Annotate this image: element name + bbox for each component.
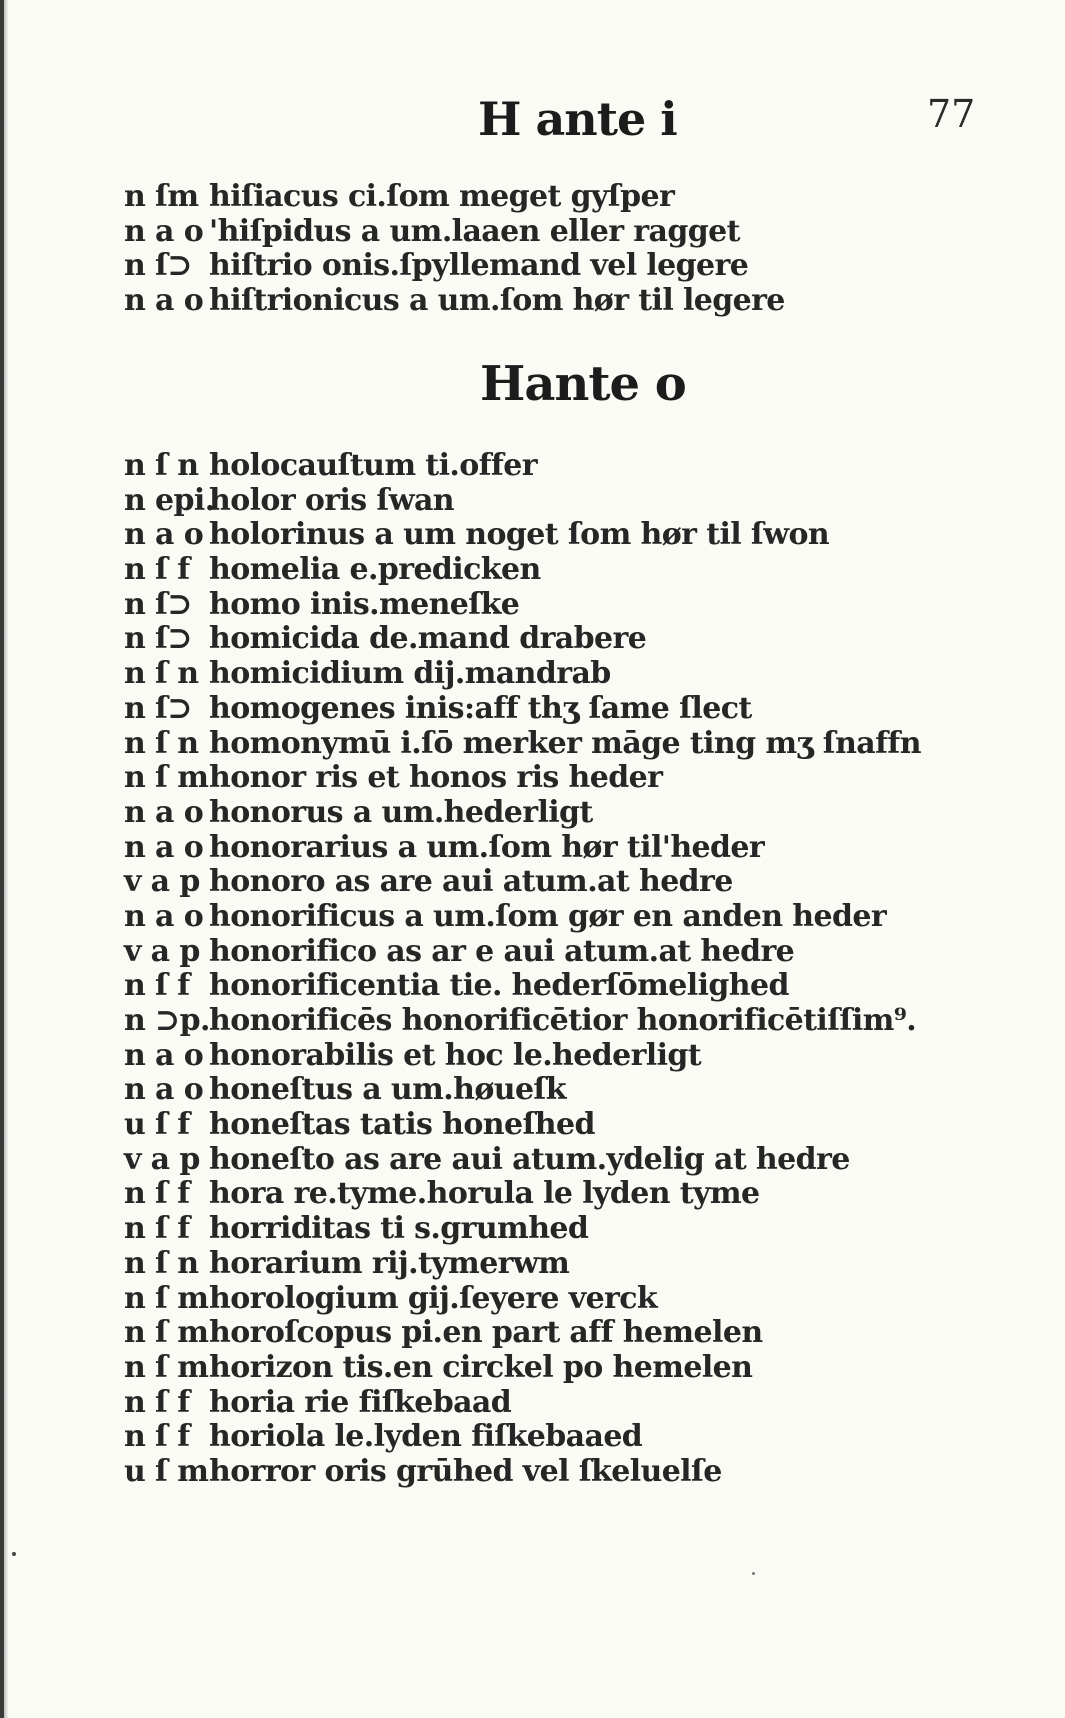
entry-text: horarium rij.tymerwm: [209, 1245, 570, 1281]
entry-text: honorifico as ar e aui atum.at hedre: [209, 933, 795, 969]
grammar-code: n a o: [124, 283, 204, 319]
dictionary-entry: [124, 1212, 964, 1247]
dictionary-entry: [124, 657, 964, 692]
entry-text: horriditas ti s.grumhed: [209, 1211, 589, 1247]
dictionary-entry: [124, 1420, 964, 1455]
grammar-code: n ſ m: [124, 1315, 209, 1351]
entry-text: honeſto as are aui atum.ydelig at hedre: [209, 1141, 850, 1177]
grammar-code: n ſ f: [124, 1384, 190, 1420]
page-number: 77: [927, 92, 976, 136]
entry-text: hora re.tyme.horula le lyden tyme: [209, 1176, 760, 1212]
dictionary-entry: [124, 865, 964, 900]
dictionary-entry: [124, 553, 964, 588]
entry-text: horror oris grūhed vel ſkeluelſe: [209, 1453, 722, 1489]
dictionary-entry: [124, 796, 964, 831]
entries-section-o: [124, 449, 964, 1490]
dictionary-entry: [124, 1282, 964, 1317]
entry-text: horiola le.lyden fiſkebaaed: [209, 1419, 643, 1455]
dictionary-entry: [124, 1004, 964, 1039]
grammar-code: n ſ n: [124, 656, 199, 692]
entry-text: homelia e.predicken: [209, 552, 541, 588]
section-heading: Hante o: [480, 356, 686, 412]
grammar-code: n a o: [124, 1037, 204, 1073]
dictionary-entry: [124, 249, 964, 284]
entry-text: honorificentia tie. hederſōmelighed: [209, 968, 789, 1004]
entry-text: honorificus a um.ſom gør en anden heder: [209, 898, 887, 934]
grammar-code: n epi.: [124, 482, 215, 518]
entry-text: homicidium dij.mandrab: [209, 656, 611, 692]
entries-section-i: [124, 180, 964, 319]
dictionary-entry: [124, 692, 964, 727]
entry-text: honor ris et honos ris heder: [209, 760, 663, 796]
entry-text: honorabilis et hoc le.hederligt: [209, 1037, 702, 1073]
grammar-code: n ſ n: [124, 1245, 199, 1281]
entry-text: holor oris ſwan: [209, 482, 455, 518]
running-head-title: H ante i: [478, 92, 677, 146]
grammar-code: v a p: [124, 933, 200, 969]
entry-text: horizon tis.en circkel po hemelen: [209, 1349, 753, 1385]
entry-text: homo inis.meneſke: [209, 586, 520, 622]
grammar-code: n ſ f: [124, 552, 190, 588]
grammar-code: n ſ⊃: [124, 621, 192, 657]
dictionary-entry: [124, 1143, 964, 1178]
grammar-code: n ſ n: [124, 725, 199, 761]
grammar-code: v a p: [124, 864, 200, 900]
entry-text: homogenes inis:aff thʒ ſame ſlect: [209, 690, 752, 726]
entry-text: holorinus a um noget ſom hør til ſwon: [209, 517, 830, 553]
dictionary-entry: [124, 1247, 964, 1282]
grammar-code: n ſ f: [124, 1176, 190, 1212]
entry-text: honorarius a um.ſom hør til'heder: [209, 829, 765, 865]
entry-text: hiſtrio onis.ſpyllemand vel legere: [209, 248, 749, 284]
ink-speck: [752, 1572, 755, 1575]
entry-text: hiſtrionicus a um.ſom hør til legere: [209, 283, 785, 319]
grammar-code: n ſ⊃: [124, 690, 192, 726]
entry-text: horoſcopus pi.en part aff hemelen: [209, 1315, 763, 1351]
entry-text: honorus a um.hederligt: [209, 794, 593, 830]
grammar-code: v a p: [124, 1141, 200, 1177]
dictionary-entry: [124, 1177, 964, 1212]
dictionary-entry: [124, 1386, 964, 1421]
grammar-code: n ſ f: [124, 968, 190, 1004]
grammar-code: n ſ⊃: [124, 586, 192, 622]
entry-text: honeſtas tatis honeſhed: [209, 1107, 595, 1143]
dictionary-entry: [124, 1039, 964, 1074]
running-head: [0, 92, 1065, 152]
entry-text: holocauſtum ti.offer: [209, 448, 537, 483]
grammar-code: n a o: [124, 794, 204, 830]
dictionary-entry: [124, 969, 964, 1004]
dictionary-entry: [124, 622, 964, 657]
grammar-code: n ⊃p.: [124, 1003, 210, 1038]
grammar-code: n ſ f: [124, 1419, 190, 1455]
dictionary-entry: [124, 215, 964, 250]
dictionary-entry: [124, 180, 964, 215]
dictionary-entry: [124, 588, 964, 623]
grammar-code: n a o: [124, 829, 204, 865]
dictionary-entry: [124, 449, 964, 484]
grammar-code: n a o: [124, 1072, 204, 1108]
grammar-code: n a o: [124, 898, 204, 934]
entry-text: honorificēs honorificētior honorificētiſſim⁹.: [209, 1003, 917, 1038]
entry-text: honeſtus a um.høueſk: [209, 1072, 566, 1108]
dictionary-entry: [124, 1108, 964, 1143]
dictionary-entry: [124, 1351, 964, 1386]
grammar-code: u ſ f: [124, 1107, 190, 1143]
dictionary-entry: [124, 1316, 964, 1351]
dictionary-entry: [124, 935, 964, 970]
dictionary-entry: [124, 831, 964, 866]
ink-speck: [12, 1552, 16, 1556]
dictionary-entry: [124, 761, 964, 796]
entry-text: homicida de.mand drabere: [209, 621, 647, 657]
entry-text: horologium gij.ſeyere verck: [209, 1280, 658, 1316]
grammar-code: n ſ n: [124, 448, 199, 483]
grammar-code: n ſ m: [124, 760, 209, 796]
entry-text: homonymū i.ſō merker māge ting mʒ ſnaffn: [209, 725, 921, 761]
entry-text: horia rie fiſkebaad: [209, 1384, 512, 1420]
grammar-code: n a o: [124, 517, 204, 553]
entry-text: 'hiſpidus a um.laaen eller ragget: [209, 213, 740, 249]
dictionary-entry: [124, 484, 964, 519]
dictionary-entry: [124, 1455, 964, 1490]
grammar-code: n ſ m: [124, 1349, 209, 1385]
grammar-code: n ſm: [124, 179, 199, 214]
dictionary-entry: [124, 727, 964, 762]
grammar-code: n ſ f: [124, 1211, 190, 1247]
dictionary-entry: [124, 518, 964, 553]
entry-text: hiſiacus ci.ſom meget gyſper: [209, 179, 675, 214]
grammar-code: n ſ⊃: [124, 248, 192, 284]
entry-text: honoro as are aui atum.at hedre: [209, 864, 733, 900]
grammar-code: n ſ m: [124, 1280, 209, 1316]
dictionary-entry: [124, 900, 964, 935]
dictionary-entry: [124, 1073, 964, 1108]
dictionary-entry: [124, 284, 964, 319]
grammar-code: n a o: [124, 213, 204, 249]
grammar-code: u ſ m: [124, 1453, 209, 1489]
